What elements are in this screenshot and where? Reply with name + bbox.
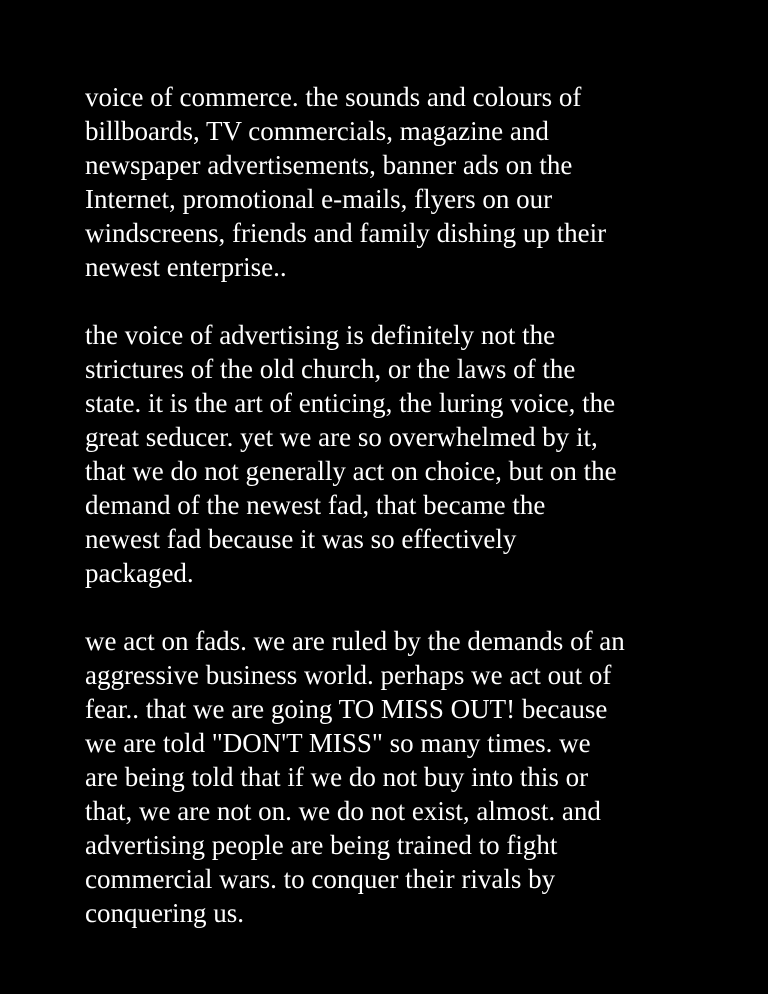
text-line: are being told that if we do not buy into this or [85, 762, 589, 792]
text-line: we act on fads. we are ruled by the demands of an [85, 626, 625, 656]
text-line: newest fad because it was so effectively [85, 524, 517, 554]
text-line: that we do not generally act on choice, but on the [85, 456, 617, 486]
text-line: packaged. [85, 558, 194, 588]
text-line: conquering us. [85, 898, 244, 928]
paragraph-3 [85, 624, 725, 930]
paragraph-1 [85, 80, 725, 284]
text-line: advertising people are being trained to fight [85, 830, 558, 860]
text-line: strictures of the old church, or the laws of the [85, 354, 576, 384]
paragraph-2 [85, 318, 725, 590]
text-line: billboards, TV commercials, magazine and [85, 116, 549, 146]
text-line: voice of commerce. the sounds and colours of [85, 82, 582, 112]
text-line: state. it is the art of enticing, the luring voice, the [85, 388, 616, 418]
text-line: newest enterprise.. [85, 252, 287, 282]
text-line: we are told "DON'T MISS" so many times. we [85, 728, 591, 758]
text-line: commercial wars. to conquer their rivals by [85, 864, 556, 894]
text-line: that, we are not on. we do not exist, almost. and [85, 796, 601, 826]
text-line: aggressive business world. perhaps we act out of [85, 660, 612, 690]
text-line: fear.. that we are going TO MISS OUT! because [85, 694, 608, 724]
text-line: windscreens, friends and family dishing up their [85, 218, 607, 248]
text-line: newspaper advertisements, banner ads on the [85, 150, 573, 180]
text-line: great seducer. yet we are so overwhelmed by it, [85, 422, 598, 452]
text-line: Internet, promotional e-mails, flyers on our [85, 184, 553, 214]
text-line: the voice of advertising is definitely not the [85, 320, 556, 350]
text-line: demand of the newest fad, that became the [85, 490, 546, 520]
text-body [85, 80, 725, 964]
